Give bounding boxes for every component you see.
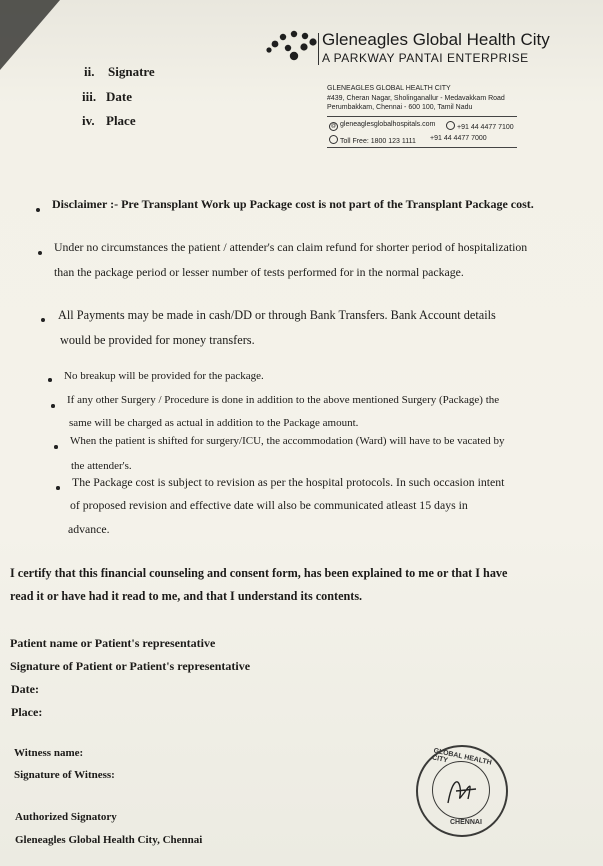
address-rule xyxy=(327,116,517,117)
payment-line-2: would be provided for money transfers. xyxy=(60,333,255,347)
patient-signature-label: Signature of Patient or Patient's representative xyxy=(10,659,251,673)
brand-block xyxy=(322,30,550,65)
phone-icon xyxy=(446,121,455,130)
contact-rule xyxy=(327,147,517,148)
note-other-surgery-2: same will be charged as actual in addition to the Package amount. xyxy=(69,417,359,429)
witness-signature-label: Signature of Witness: xyxy=(14,769,115,781)
authorized-org: Gleneagles Global Health City, Chennai xyxy=(15,834,203,846)
note-revision-3: advance. xyxy=(68,522,110,536)
certify-line-1: I certify that this financial counseling and consent form, has been explained to me or that I have xyxy=(10,566,508,580)
note-ward-1: When the patient is shifted for surgery/ICU, the accommodation (Ward) will have to be vacated by xyxy=(70,435,505,447)
bullet xyxy=(48,378,52,382)
patient-name-label: Patient name or Patient's representative xyxy=(10,636,216,650)
bullet xyxy=(41,318,45,322)
website-line: @ gleneaglesglobalhospitals.com xyxy=(330,121,436,129)
certify-line-2: read it or have had it read to me, and that I understand its contents. xyxy=(10,589,363,603)
witness-name-label: Witness name: xyxy=(14,747,84,759)
payment-line-1: All Payments may be made in cash/DD or through Bank Transfers. Bank Account details xyxy=(58,308,496,322)
hospital-stamp: GLOBAL HEALTH CITY CHENNAI xyxy=(416,745,508,837)
hospital-logo xyxy=(264,28,324,64)
phone2-line: +91 44 4477 7000 xyxy=(430,135,487,142)
place-label: Place: xyxy=(11,705,43,719)
hospital-name: Gleneagles Global Health City xyxy=(322,30,550,49)
authorized-signatory: Authorized Signatory xyxy=(15,811,117,823)
tollfree-icon xyxy=(329,135,338,144)
note-revision-2: of proposed revision and effective date will also be communicated atleast 15 days in xyxy=(70,498,468,512)
note-no-breakup: No breakup will be provided for the package. xyxy=(64,370,264,382)
signature-scribble xyxy=(442,773,482,809)
bullet xyxy=(51,404,55,408)
note-ward-2: the attender's. xyxy=(71,460,132,472)
phone-line: +91 44 4477 7100 xyxy=(446,121,514,131)
web-icon: @ xyxy=(330,123,337,129)
folded-corner xyxy=(0,0,60,70)
note-revision-1: The Package cost is subject to revision as per the hospital protocols. In such occasion intent xyxy=(72,475,505,489)
tollfree-line: Toll Free: 1800 123 1111 xyxy=(329,135,416,145)
bullet xyxy=(54,445,58,449)
refund-line-2: than the package period or lesser number of tests performed for in the normal package. xyxy=(54,265,464,279)
header-item-signature: ii. Signatre xyxy=(84,64,155,79)
refund-line-1: Under no circumstances the patient / attender's can claim refund for shorter period of hospitalization xyxy=(54,240,528,254)
disclaimer: Disclaimer :- Pre Transplant Work up Package cost is not part of the Transplant Package cost. xyxy=(52,197,534,211)
bullet xyxy=(36,208,40,212)
bullet xyxy=(56,486,60,490)
note-other-surgery-1: If any other Surgery / Procedure is done in addition to the above mentioned Surgery (Package) the xyxy=(67,394,500,406)
brand-divider xyxy=(318,33,319,65)
bullet xyxy=(38,251,42,255)
hospital-address: GLENEAGLES GLOBAL HEALTH CITY #439, Cheran Nagar, Sholinganallur - Medavakkam Road Perumbakkam, Chennai - 600 100, Tamil Nadu xyxy=(327,85,505,111)
header-item-date: iii. Date xyxy=(82,89,132,104)
header-item-place: iv. Place xyxy=(82,113,136,128)
date-label: Date: xyxy=(11,682,39,696)
hospital-tagline: A PARKWAY PANTAI ENTERPRISE xyxy=(322,51,529,65)
